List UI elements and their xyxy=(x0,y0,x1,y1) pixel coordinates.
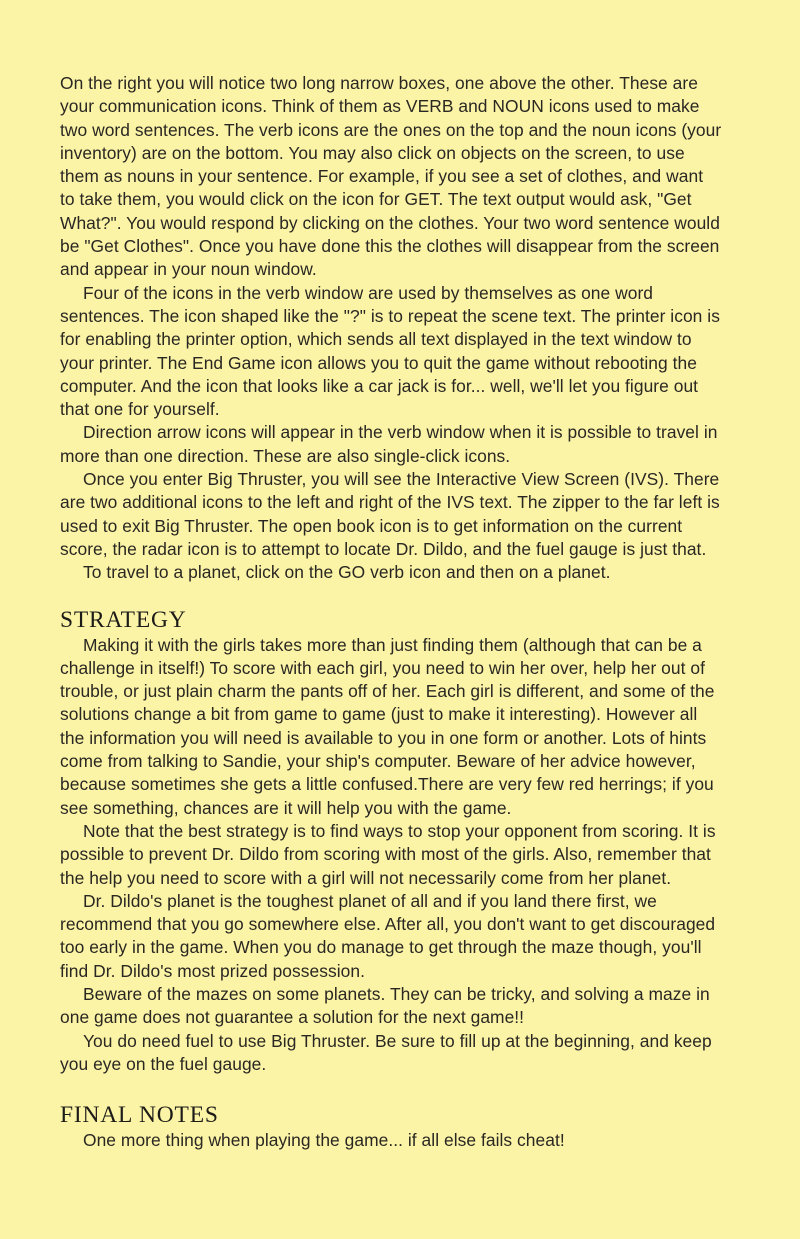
final-notes-paragraph: One more thing when playing the game... if all else fails cheat! xyxy=(83,1130,565,1151)
final-notes-heading: FINAL NOTES xyxy=(60,1102,219,1129)
intro-paragraph-travel: To travel to a planet, click on the GO verb icon and then on a planet. xyxy=(83,562,611,583)
strategy-paragraph-girls: Making it with the girls takes more than just finding them (although that can be a challenge in itself!) To score with each girl, you need to win her over, help her out of trouble, or just plain charm the pants off of her. Each girl is different, and some of the solutions change a bit from game to game (just to make it interesting). However all the information you will need is available to you in one form or another. Lots of hints come from talking to Sandie, your ship's computer. Beware of her advice however, because sometimes she gets a little confused.There are very few red herrings; if you see something, chances are it will help you with the game. xyxy=(60,634,715,818)
final-notes-section xyxy=(60,1102,722,1152)
strategy-paragraph-opponent: Note that the best strategy is to find ways to stop your opponent from scoring. It is possible to prevent Dr. Dildo from scoring with most of the girls. Also, remember that the help you need to score with a girl will not necessarily come from her planet. xyxy=(60,820,716,888)
strategy-paragraph-mazes: Beware of the mazes on some planets. They can be tricky, and solving a maze in one game does not guarantee a solution for the next game!! xyxy=(60,983,710,1028)
intro-paragraph-verb-window: Four of the icons in the verb window are used by themselves as one word sentences. The icon shaped like the "?" is to repeat the scene text. The printer icon is for enabling the printer option, which sends all text displayed in the text window to your printer. The End Game icon allows you to quit the game without rebooting the computer. And the icon that looks like a car jack is for... well, we'll let you figure out that one for yourself. xyxy=(60,282,720,420)
strategy-paragraph-dildo-planet: Dr. Dildo's planet is the toughest planet of all and if you land there first, we recommend that you go somewhere else. After all, you don't want to get discouraged too early in the game. When you do manage to get through the maze though, you'll find Dr. Dildo's most prized possession. xyxy=(60,890,716,981)
strategy-section xyxy=(60,607,722,1077)
intro-paragraph-direction-arrows: Direction arrow icons will appear in the verb window when it is possible to travel in more than one direction. These are also single-click icons. xyxy=(60,422,718,466)
strategy-paragraph-fuel: You do need fuel to use Big Thruster. Be sure to fill up at the beginning, and keep you eye on the fuel gauge. xyxy=(60,1030,712,1074)
intro-paragraph-icons: On the right you will notice two long narrow boxes, one above the other. These are your communication icons. Think of them as VERB and NOUN icons used to make two word sentences. The verb icons are the ones on the top and the noun icons (your inventory) are on the bottom. You may also click on objects on the screen, to use them as nouns in your sentence. For example, if you see a set of clothes, and want to take them, you would click on the icon for GET. The text output would ask, "Get What?". You would respond by clicking on the clothes. Your two word sentence would be "Get Clothes". Once you have done this the clothes will disappear from the screen and appear in your noun window. xyxy=(60,73,722,280)
strategy-heading: STRATEGY xyxy=(60,606,187,633)
intro-section xyxy=(60,72,722,585)
intro-paragraph-ivs: Once you enter Big Thruster, you will see the Interactive View Screen (IVS). There are two additional icons to the left and right of the IVS text. The zipper to the far left is used to exit Big Thruster. The open book icon is to get information on the current score, the radar icon is to attempt to locate Dr. Dildo, and the fuel gauge is just that. xyxy=(60,469,720,559)
